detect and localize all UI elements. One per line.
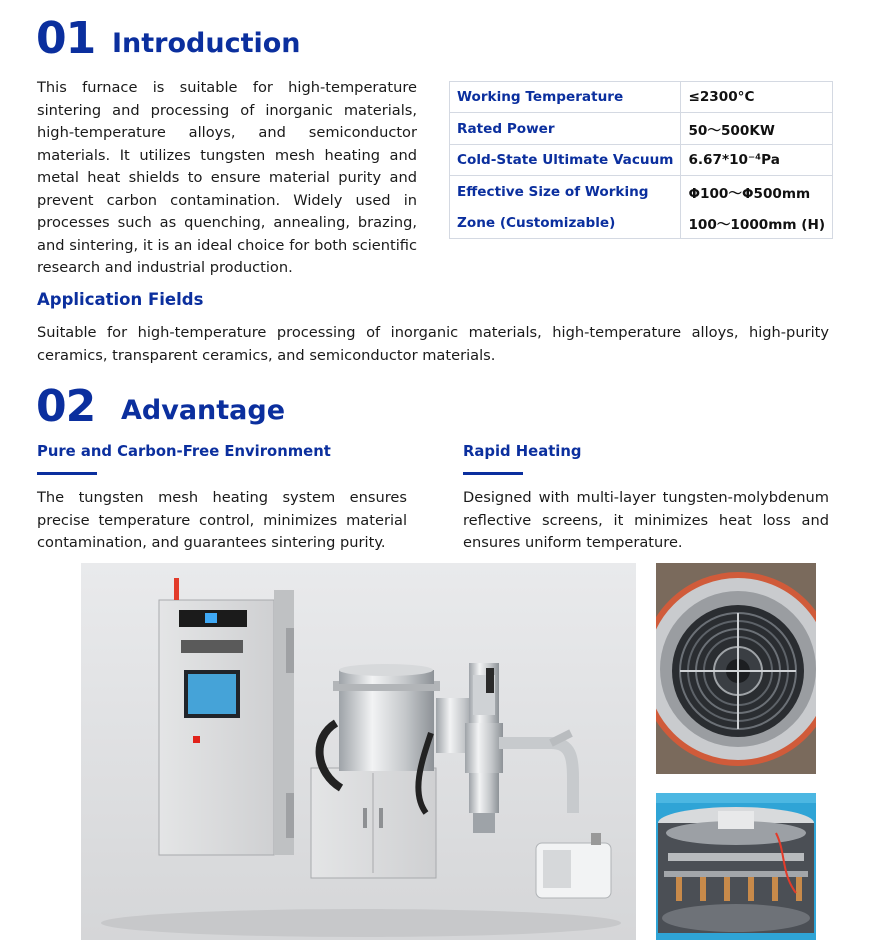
section-number-intro: 01 — [36, 13, 96, 64]
section-title-intro: Introduction — [112, 28, 301, 59]
application-text: Suitable for high-temperature processing of inorganic materials, high-temperature alloys, high-purity ceramics, transparent ceramics, and semiconductor materials. — [37, 324, 829, 364]
advantage-title-heating: Rapid Heating — [463, 443, 582, 460]
section-title-advantage: Advantage — [121, 395, 286, 426]
spec-label: Cold-State Ultimate Vacuum — [450, 144, 681, 175]
spec-row — [450, 176, 833, 207]
spec-label: Working Temperature — [450, 82, 681, 113]
heating-element-photo — [656, 563, 816, 774]
spec-label: Effective Size of Working — [450, 176, 681, 207]
intro-paragraph: This furnace is suitable for high-temperature sintering and processing of inorganic materials, high-temperature alloys, and semiconductor materials. It utilizes tungsten mesh heating and metal heat shields to ensure material purity and prevent carbon contamination. Widely used in processes such as quenching, annealing, brazing, and sintering, it is an ideal choice for both scientific research and industrial production. — [37, 79, 417, 276]
spec-value: 6.67*10⁻⁴Pa — [681, 144, 833, 175]
section-number-advantage: 02 — [36, 381, 96, 432]
spec-value: ≤2300°C — [681, 82, 833, 113]
advantage-text-heating: Designed with multi-layer tungsten-molybdenum reflective screens, it minimizes heat loss and ensures uniform temperature. — [463, 489, 829, 551]
underline-rule — [463, 472, 523, 475]
spec-label: Rated Power — [450, 113, 681, 144]
chamber-interior-photo — [656, 793, 816, 940]
spec-row — [450, 113, 833, 144]
spec-value: 50～500KW — [681, 113, 833, 144]
spec-row — [450, 82, 833, 113]
spec-value: 100～1000mm (H) — [681, 207, 833, 238]
spec-row — [450, 207, 833, 238]
spec-table — [449, 81, 833, 239]
spec-label: Zone (Customizable) — [450, 207, 681, 238]
application-title: Application Fields — [37, 290, 204, 309]
spec-value: Φ100～Φ500mm — [681, 176, 833, 207]
furnace-photo — [81, 563, 636, 940]
spec-row — [450, 144, 833, 175]
advantage-text-pure: The tungsten mesh heating system ensures precise temperature control, minimizes material contamination, and guarantees sintering purity. — [37, 489, 407, 551]
underline-rule — [37, 472, 97, 475]
advantage-title-pure: Pure and Carbon-Free Environment — [37, 443, 331, 460]
